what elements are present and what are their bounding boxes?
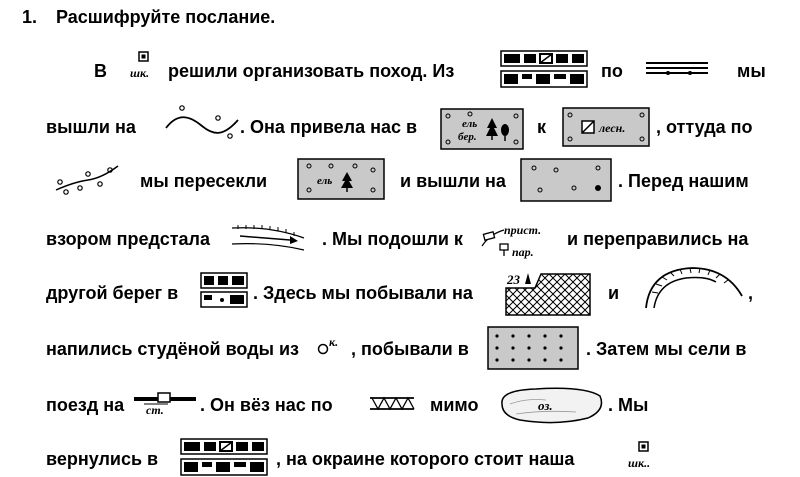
text-l3-c: . Перед нашим xyxy=(618,171,749,191)
text-l2-a: вышли на xyxy=(46,117,136,137)
height-label: 23 xyxy=(507,272,520,287)
text-l4-b: . Мы подошли к xyxy=(322,229,463,249)
text-l8-b: , на окраине которого стоит наша xyxy=(276,449,575,469)
forestry-label: лесн. xyxy=(599,121,626,135)
embankment-icon xyxy=(370,396,414,412)
station-label: ст. xyxy=(146,403,164,417)
text-l3-b: и вышли на xyxy=(400,171,506,191)
text-l5-b: . Здесь мы побывали на xyxy=(253,283,473,303)
fir-forest-label: ель xyxy=(317,175,333,187)
task-number: 1. xyxy=(22,7,38,27)
small-settlement-icon xyxy=(200,272,248,308)
text-l6-c: . Затем мы сели в xyxy=(586,339,747,359)
text-l1-d: мы xyxy=(737,61,766,81)
text-l4-a: взором предстала xyxy=(46,229,210,249)
spring-label: к. xyxy=(329,335,339,349)
text-l1-c: по xyxy=(601,61,623,81)
text-l5-a: другой берег в xyxy=(46,283,179,303)
text-l2-d: , оттуда по xyxy=(656,117,753,137)
ravine-slope-icon xyxy=(636,262,744,312)
school-end-symbol-icon xyxy=(626,440,666,474)
river-flow-icon xyxy=(230,222,306,254)
hill-height-icon xyxy=(505,270,591,316)
text-l5-c: и xyxy=(608,283,620,303)
railway-station-icon xyxy=(134,390,196,416)
text-l7-b: . Он вёз нас по xyxy=(200,395,333,415)
school-end-label: шк.. xyxy=(628,456,651,470)
clearing-icon xyxy=(520,158,612,202)
text-l2-b: . Она привела нас в xyxy=(240,117,418,137)
highway-symbol-icon xyxy=(646,60,708,80)
village-block-end-icon xyxy=(180,438,268,476)
forestry-icon xyxy=(562,107,650,147)
school-label: шк. xyxy=(130,66,150,80)
spring-icon xyxy=(316,334,352,358)
village-block-icon xyxy=(500,50,588,88)
text-l8-a: вернулись в xyxy=(46,449,159,469)
mixed-forest-icon xyxy=(440,108,524,150)
text-l3-a: мы пересекли xyxy=(140,171,268,191)
lake-icon xyxy=(496,384,606,428)
birch-label: бер. xyxy=(458,131,477,143)
text-l6-b: , побывали в xyxy=(351,339,469,359)
pier-label: прист. xyxy=(504,223,542,237)
bushes-symbol-icon xyxy=(54,162,120,196)
task-title: Расшифруйте послание. xyxy=(56,7,276,27)
text-l7-d: . Мы xyxy=(608,395,649,415)
text-l4-c: и переправились на xyxy=(567,229,749,249)
orchard-icon xyxy=(487,326,579,370)
ferry-label: пар. xyxy=(512,245,534,259)
fir-label: ель xyxy=(462,118,478,130)
text-l5-d: , xyxy=(748,283,754,303)
pier-ferry-icon xyxy=(480,220,564,260)
text-l1-a: В xyxy=(94,61,107,81)
fir-forest-icon xyxy=(297,158,385,200)
text-l1-b: решили организовать поход. Из xyxy=(168,61,455,81)
text-l6-a: напились студёной воды из xyxy=(46,339,300,359)
path-symbol-icon xyxy=(164,102,240,142)
text-l2-c: к xyxy=(537,117,547,137)
text-l7-a: поезд на xyxy=(46,395,125,415)
lake-label: оз. xyxy=(538,398,553,413)
text-l7-c: мимо xyxy=(430,395,479,415)
school-symbol-icon xyxy=(126,50,160,84)
